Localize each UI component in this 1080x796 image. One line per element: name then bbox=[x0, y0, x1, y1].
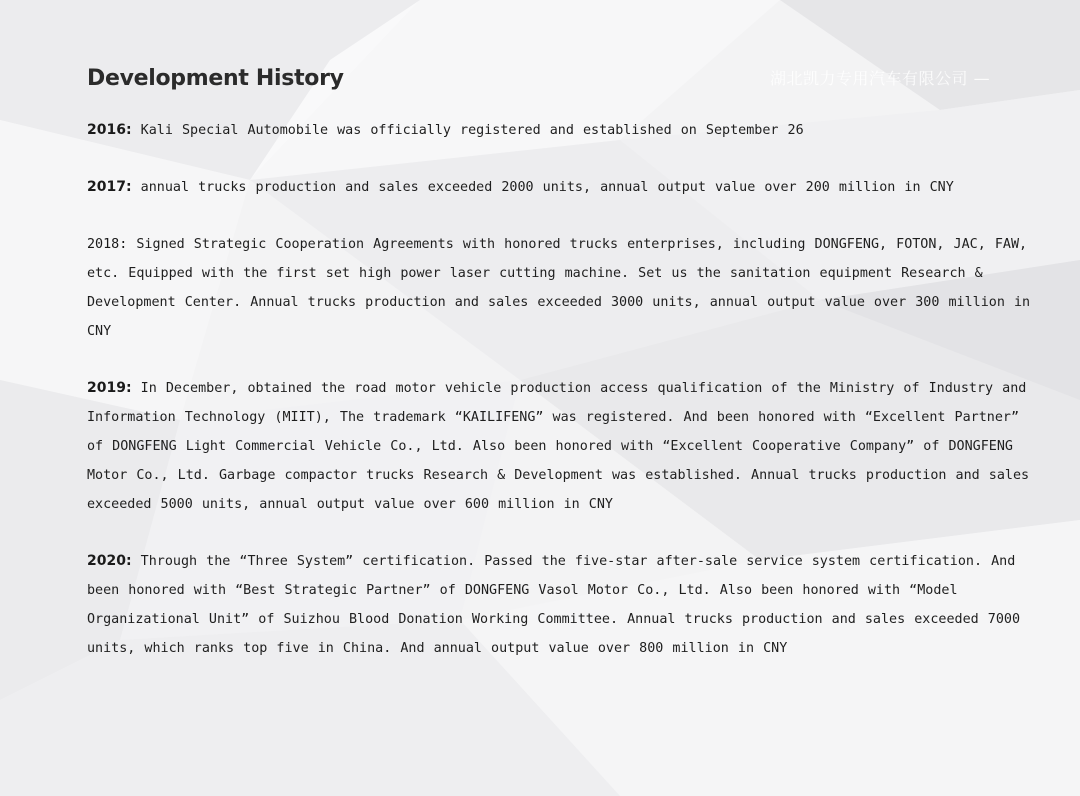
history-text: Kali Special Automobile was officially registered and established on September 26 bbox=[140, 123, 804, 138]
history-entry-2018 bbox=[87, 230, 1032, 346]
history-text: Through the “Three System” certification. Passed the five-star after-sale service system certification. And been honored with “Best Strategic Partner” of DONGFENG Vasol Motor Co., Ltd. Also been honored with “Model Organizational Unit” of Suizhou Blood Donation Working Committee. Annual trucks production and sales exceeded 7000 units, which ranks top five in China. And annual output value over 800 million in CNY bbox=[87, 554, 1021, 656]
history-year: 2016: bbox=[87, 122, 132, 138]
history-entry-2019 bbox=[87, 374, 1032, 519]
history-year: 2020: bbox=[87, 553, 132, 569]
company-watermark: 湖北凯力专用汽车有限公司 — bbox=[770, 69, 991, 88]
history-year: 2018: bbox=[87, 237, 128, 252]
history-entry-2017 bbox=[87, 173, 1032, 202]
page-title: Development History bbox=[87, 66, 344, 91]
history-entry-2020 bbox=[87, 547, 1032, 663]
history-list bbox=[87, 116, 1032, 691]
history-entry-2016 bbox=[87, 116, 1032, 145]
history-text: Signed Strategic Cooperation Agreements with honored trucks enterprises, including DONGFENG, FOTON, JAC, FAW, etc. Equipped with the first set high power laser cutting machine. Set us the sanitation equipment Research & Development Center. Annual trucks production and sales exceeded 3000 units, annual output value over 300 million in CNY bbox=[87, 237, 1031, 339]
history-year: 2017: bbox=[87, 179, 132, 195]
history-year: 2019: bbox=[87, 380, 132, 396]
history-text: annual trucks production and sales exceeded 2000 units, annual output value over 200 million in CNY bbox=[140, 180, 954, 195]
history-text: In December, obtained the road motor vehicle production access qualification of the Ministry of Industry and Information Technology (MIIT), The trademark “KAILIFENG” was registered. And been honored with “Excellent Partner” of DONGFENG Light Commercial Vehicle Co., Ltd. Also been honored with “Excellent Cooperative Company” of DONGFENG Motor Co., Ltd. Garbage compactor trucks Research & Development was established. Annual trucks production and sales exceeded 5000 units, annual output value over 600 million in CNY bbox=[87, 381, 1030, 512]
